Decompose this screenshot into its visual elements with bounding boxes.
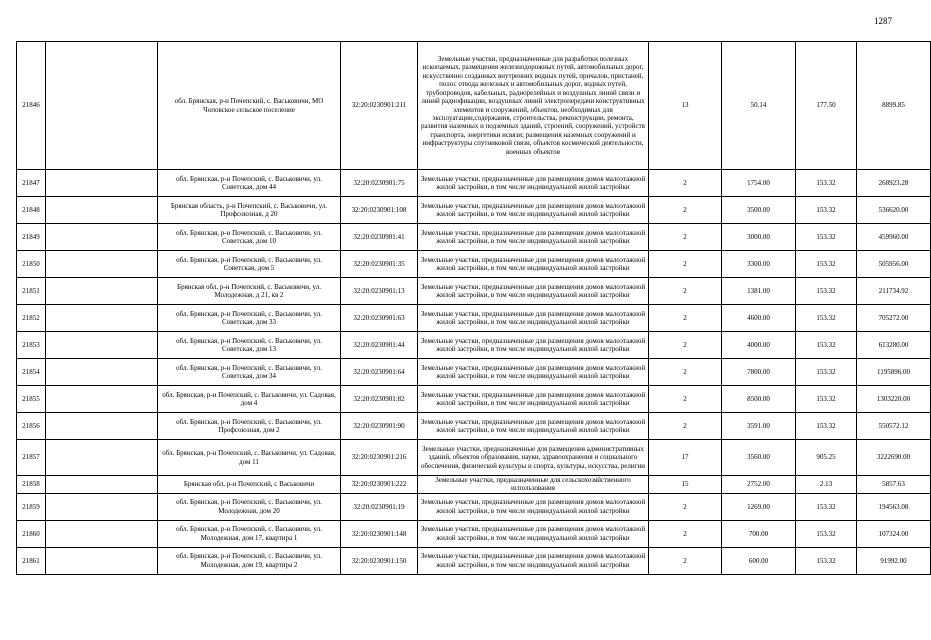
address-cell: обл. Брянская, р-н Почепский, с. Васьковичи, ул. Садовая, дом 4 (158, 386, 341, 413)
specific-value-cell: 153.32 (796, 520, 857, 547)
cadastral-number-cell: 32:20:0230901:222 (341, 476, 418, 494)
use-code-cell: 2 (649, 332, 722, 359)
table-row (17, 224, 931, 251)
cadastral-value-cell: 505956.00 (857, 251, 931, 278)
row-number-cell: 21852 (17, 305, 46, 332)
cadastral-number-cell: 32:20:0230901:44 (341, 332, 418, 359)
cadastral-number-cell: 32:20:0230901:216 (341, 440, 418, 476)
land-use-cell: Земельные участки, предназначенные для размещения домов малоэтажной жилой застройки, в том числе индивидуальной жилой застройки (418, 170, 649, 197)
land-use-cell: Земельные участки, предназначенные для размещения домов малоэтажной жилой застройки, в том числе индивидуальной жилой застройки (418, 520, 649, 547)
specific-value-cell: 153.32 (796, 493, 857, 520)
cadastral-value-cell: 550572.12 (857, 413, 931, 440)
empty-cell (46, 251, 158, 278)
empty-cell (46, 332, 158, 359)
row-number-cell: 21847 (17, 170, 46, 197)
empty-cell (46, 197, 158, 224)
area-cell: 3300.00 (722, 251, 796, 278)
specific-value-cell: 153.32 (796, 305, 857, 332)
use-code-cell: 2 (649, 305, 722, 332)
area-cell: 2752.00 (722, 476, 796, 494)
empty-cell (46, 547, 158, 574)
use-code-cell: 2 (649, 170, 722, 197)
use-code-cell: 2 (649, 547, 722, 574)
empty-cell (46, 170, 158, 197)
specific-value-cell: 153.32 (796, 386, 857, 413)
table-row (17, 197, 931, 224)
cadastral-value-cell: 5857.63 (857, 476, 931, 494)
land-use-cell: Земельные участки, предназначенные для размещения домов малоэтажной жилой застройки, в том числе индивидуальной жилой застройки (418, 224, 649, 251)
empty-cell (46, 278, 158, 305)
use-code-cell: 2 (649, 224, 722, 251)
address-cell: Брянская обл, р-н Почепский, с. Васьковичи, ул. Молодежная, д 21, кв 2 (158, 278, 341, 305)
row-number-cell: 21859 (17, 493, 46, 520)
area-cell: 700.00 (722, 520, 796, 547)
address-cell: обл. Брянская, р-н Почепский, с. Васьковичи, ул. Советская, дом 44 (158, 170, 341, 197)
cadastral-value-cell: 194563.08 (857, 493, 931, 520)
row-number-cell: 21850 (17, 251, 46, 278)
address-cell: Брянская обл, р-н Почепский, с Васьковичи (158, 476, 341, 494)
use-code-cell: 17 (649, 440, 722, 476)
cadastral-value-cell: 705272.00 (857, 305, 931, 332)
row-number-cell: 21848 (17, 197, 46, 224)
area-cell: 7800.00 (722, 359, 796, 386)
cadastral-value-cell: 536620.00 (857, 197, 931, 224)
cadastral-value-cell: 613280.00 (857, 332, 931, 359)
land-use-cell: Земельные участки, предназначенные для размещения домов малоэтажной жилой застройки, в том числе индивидуальной жилой застройки (418, 547, 649, 574)
specific-value-cell: 153.32 (796, 359, 857, 386)
cadastral-value-cell: 1195896.00 (857, 359, 931, 386)
cadastral-value-cell: 3222690.00 (857, 440, 931, 476)
empty-cell (46, 476, 158, 494)
land-registry-table (16, 41, 931, 575)
address-cell: обл. Брянская, р-н Почепский, с. Васьковичи, ул. Советская, дом 33 (158, 305, 341, 332)
area-cell: 4000.00 (722, 332, 796, 359)
table-row (17, 520, 931, 547)
use-code-cell: 2 (649, 359, 722, 386)
address-cell: обл. Брянская, р-н Почепский, с. Васьковичи, МО Чоповское сельское поселение (158, 42, 341, 170)
area-cell: 600.00 (722, 547, 796, 574)
cadastral-number-cell: 32:20:0230901:108 (341, 197, 418, 224)
use-code-cell: 15 (649, 476, 722, 494)
land-use-cell: Земельные участки, предназначенные для размещения домов малоэтажной жилой застройки, в том числе индивидуальной жилой застройки (418, 413, 649, 440)
empty-cell (46, 493, 158, 520)
land-use-cell: Земельные участки, предназначенные для размещения домов малоэтажной жилой застройки, в том числе индивидуальной жилой застройки (418, 359, 649, 386)
cadastral-number-cell: 32:20:0230901:211 (341, 42, 418, 170)
specific-value-cell: 153.32 (796, 224, 857, 251)
land-use-cell: Земельные участки, предназначенные для размещения домов малоэтажной жилой застройки, в том числе индивидуальной жилой застройки (418, 197, 649, 224)
cadastral-value-cell: 91992.00 (857, 547, 931, 574)
address-cell: обл. Брянская, р-н Почепский, с. Васьковичи, ул. Профсоюзная, дом 2 (158, 413, 341, 440)
area-cell: 4600.00 (722, 305, 796, 332)
use-code-cell: 2 (649, 197, 722, 224)
address-cell: обл. Брянская, р-н Почепский, с. Васьковичи, ул. Советская, дом 13 (158, 332, 341, 359)
specific-value-cell: 153.32 (796, 197, 857, 224)
cadastral-number-cell: 32:20:0230901:82 (341, 386, 418, 413)
cadastral-number-cell: 32:20:0230901:41 (341, 224, 418, 251)
cadastral-number-cell: 32:20:0230901:90 (341, 413, 418, 440)
area-cell: 3000.00 (722, 224, 796, 251)
cadastral-number-cell: 32:20:0230901:148 (341, 520, 418, 547)
cadastral-value-cell: 268923.28 (857, 170, 931, 197)
address-cell: обл. Брянская, р-н Почепский, с. Васьковичи, ул. Молодежная, дом 17, квартира 1 (158, 520, 341, 547)
area-cell: 8500.00 (722, 386, 796, 413)
use-code-cell: 2 (649, 251, 722, 278)
row-number-cell: 21851 (17, 278, 46, 305)
cadastral-number-cell: 32:20:0230901:13 (341, 278, 418, 305)
use-code-cell: 2 (649, 520, 722, 547)
table-row (17, 332, 931, 359)
area-cell: 1754.00 (722, 170, 796, 197)
specific-value-cell: 153.32 (796, 278, 857, 305)
table-row (17, 547, 931, 574)
address-cell: обл. Брянская, р-н Почепский, с. Васьковичи, ул. Молодежная, дом 19, квартира 2 (158, 547, 341, 574)
page-number: 1287 (874, 16, 892, 26)
land-use-cell: Земельные участки, предназначенные для размещения домов малоэтажной жилой застройки, в том числе индивидуальной жилой застройки (418, 332, 649, 359)
land-use-cell: Земельные участки, предназначенные для разработки полезных ископаемых, размещения железнодорожных путей, автомобильных дорог, искусственно созданных внутренних водных путей, причалов, пристаней, полос отвода железных и автомобильных дорог, водных путей, трубопроводов, кабельных, радиорелейных и воздушных линий связи и линий радиофикации, воздушных линий электропередачи конструктивных элементов и сооружений, объектов, необходимых для эксплуатации,содержания, строительства, реконструкции, ремонта, развития наземных и подземных зданий, строений, сооружений, устройств транспорта, энергетики исвязи; размещения наземных сооружений и инфраструктуры спутниковой связи, объектов космической деятельности, военных объектов (418, 42, 649, 170)
address-cell: обл. Брянская, р-н Почепский, с. Васьковичи, ул. Молодежная, дом 20 (158, 493, 341, 520)
table-row (17, 170, 931, 197)
cadastral-value-cell: 211734.92 (857, 278, 931, 305)
area-cell: 1269.00 (722, 493, 796, 520)
land-use-cell: Земельные участки, предназначенные для размещения домов малоэтажной жилой застройки, в том числе индивидуальной жилой застройки (418, 493, 649, 520)
empty-cell (46, 359, 158, 386)
area-cell: 1381.00 (722, 278, 796, 305)
table-body (17, 42, 931, 575)
empty-cell (46, 224, 158, 251)
specific-value-cell: 905.25 (796, 440, 857, 476)
land-use-cell: Земельные участки, предназначенные для размещения домов малоэтажной жилой застройки, в том числе индивидуальной жилой застройки (418, 278, 649, 305)
cadastral-value-cell: 8899.85 (857, 42, 931, 170)
row-number-cell: 21858 (17, 476, 46, 494)
specific-value-cell: 153.32 (796, 332, 857, 359)
empty-cell (46, 440, 158, 476)
cadastral-number-cell: 32:20:0230901:35 (341, 251, 418, 278)
cadastral-value-cell: 1303220.00 (857, 386, 931, 413)
row-number-cell: 21857 (17, 440, 46, 476)
use-code-cell: 2 (649, 386, 722, 413)
area-cell: 50.14 (722, 42, 796, 170)
land-use-cell: Земельные участки, предназначенные для размещения домов малоэтажной жилой застройки, в том числе индивидуальной жилой застройки (418, 305, 649, 332)
table-row (17, 493, 931, 520)
table-row (17, 440, 931, 476)
specific-value-cell: 153.32 (796, 251, 857, 278)
table-row (17, 359, 931, 386)
use-code-cell: 2 (649, 278, 722, 305)
empty-cell (46, 305, 158, 332)
land-use-cell: Земельные участки, предназначенные для размещения домов малоэтажной жилой застройки, в том числе индивидуальной жилой застройки (418, 251, 649, 278)
address-cell: Брянская область, р-н Почепский, с. Васьковичи, ул. Профсоюзная, д 20 (158, 197, 341, 224)
land-use-cell: Земельные участки, предназначенные для размещения административных зданий, объектов образования, науки, здравоохранения и социального обеспечения, физической культуры и спорта, культуры, искусства, религии (418, 440, 649, 476)
specific-value-cell: 153.32 (796, 170, 857, 197)
specific-value-cell: 153.32 (796, 413, 857, 440)
address-cell: обл. Брянская, р-н Почепский, с. Васьковичи, ул. Советская, дом 10 (158, 224, 341, 251)
land-use-cell: Земельные участки, предназначенные для сельскохозяйственного использования (418, 476, 649, 494)
row-number-cell: 21856 (17, 413, 46, 440)
row-number-cell: 21846 (17, 42, 46, 170)
table-row (17, 305, 931, 332)
cadastral-value-cell: 107324.00 (857, 520, 931, 547)
empty-cell (46, 413, 158, 440)
row-number-cell: 21860 (17, 520, 46, 547)
specific-value-cell: 2.13 (796, 476, 857, 494)
cadastral-number-cell: 32:20:0230901:63 (341, 305, 418, 332)
cadastral-value-cell: 459960.00 (857, 224, 931, 251)
area-cell: 3500.00 (722, 197, 796, 224)
empty-cell (46, 386, 158, 413)
specific-value-cell: 153.32 (796, 547, 857, 574)
empty-cell (46, 42, 158, 170)
area-cell: 3560.00 (722, 440, 796, 476)
table-row (17, 42, 931, 170)
address-cell: обл. Брянская, р-н Почепский, с. Васьковичи, ул. Советская, дом 5 (158, 251, 341, 278)
cadastral-number-cell: 32:20:0230901:150 (341, 547, 418, 574)
use-code-cell: 2 (649, 493, 722, 520)
area-cell: 3591.00 (722, 413, 796, 440)
table-row (17, 386, 931, 413)
cadastral-number-cell: 32:20:0230901:75 (341, 170, 418, 197)
address-cell: обл. Брянская, р-н Почепский, с. Васьковичи, ул. Садовая, дом 11 (158, 440, 341, 476)
row-number-cell: 21861 (17, 547, 46, 574)
cadastral-number-cell: 32:20:0230901:64 (341, 359, 418, 386)
table-row (17, 278, 931, 305)
use-code-cell: 13 (649, 42, 722, 170)
row-number-cell: 21855 (17, 386, 46, 413)
use-code-cell: 2 (649, 413, 722, 440)
table-row (17, 413, 931, 440)
table-row (17, 476, 931, 494)
row-number-cell: 21853 (17, 332, 46, 359)
address-cell: обл. Брянская, р-н Почепский, с. Васьковичи, ул. Советская, дом 34 (158, 359, 341, 386)
row-number-cell: 21854 (17, 359, 46, 386)
row-number-cell: 21849 (17, 224, 46, 251)
land-use-cell: Земельные участки, предназначенные для размещения домов малоэтажной жилой застройки, в том числе индивидуальной жилой застройки (418, 386, 649, 413)
table-row (17, 251, 931, 278)
specific-value-cell: 177.50 (796, 42, 857, 170)
cadastral-number-cell: 32:20:0230901:19 (341, 493, 418, 520)
empty-cell (46, 520, 158, 547)
